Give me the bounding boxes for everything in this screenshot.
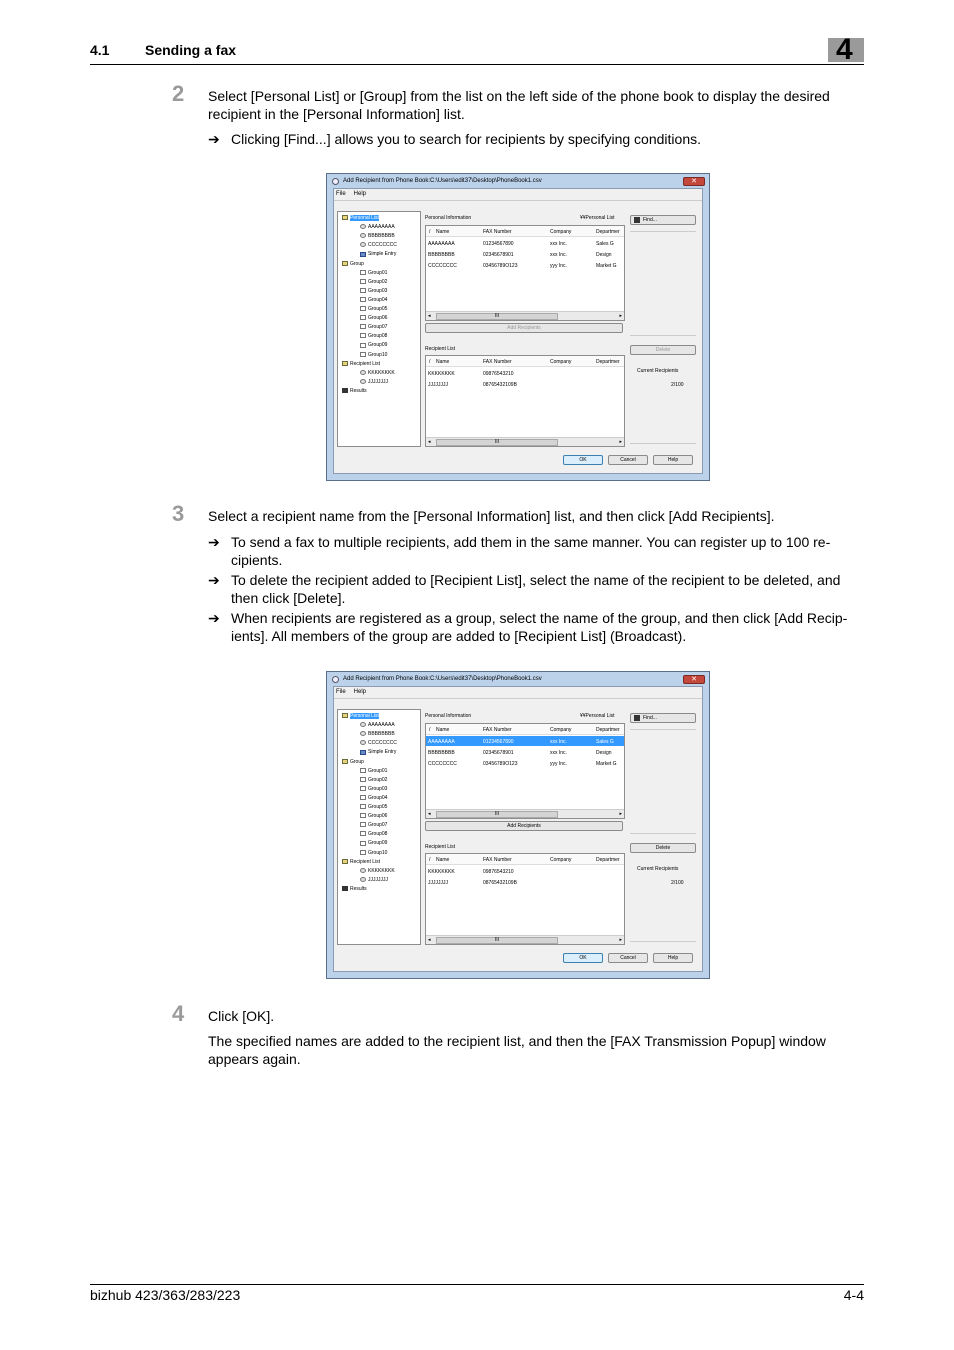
find-button[interactable] — [630, 713, 696, 723]
footer-product: bizhub 423/363/283/223 — [90, 1287, 241, 1303]
find-button[interactable] — [630, 215, 696, 225]
results-icon — [342, 886, 348, 891]
tree-item[interactable] — [360, 786, 387, 792]
group-icon — [360, 324, 366, 329]
tree-item[interactable] — [342, 261, 364, 267]
table-cell: 08765432109B — [483, 382, 517, 388]
tree-item-label: Group09 — [368, 840, 388, 847]
table-row[interactable] — [426, 877, 624, 887]
horizontal-scrollbar[interactable] — [426, 809, 624, 818]
group-icon — [360, 795, 366, 800]
tree-item-label: KKKKKKKK — [368, 369, 395, 376]
group-icon — [360, 343, 366, 348]
tree-item-label: AAAAAAAA — [368, 722, 395, 729]
list-header — [426, 854, 624, 865]
tree-item-label: Group07 — [368, 822, 388, 829]
column-header[interactable]: Departmer — [596, 359, 620, 365]
tree-item[interactable] — [360, 379, 388, 385]
personal-list-path: ¥¥Personal List — [580, 713, 615, 719]
tree-item-label: Simple Entry — [368, 251, 397, 258]
horizontal-scrollbar[interactable] — [426, 311, 624, 320]
list-header — [426, 226, 624, 237]
folder-icon — [342, 261, 348, 266]
tree-item[interactable] — [360, 370, 395, 376]
tree-item-label: Group02 — [368, 776, 388, 783]
tree-item-label: Group09 — [368, 342, 388, 349]
scroll-left-icon[interactable]: ◂ — [428, 811, 431, 817]
dialog-title: Add Recipient from Phone Book:C:\Users\edit37\Desktop\PhoneBook1.csv — [343, 676, 542, 682]
table-cell: yyy Inc. — [550, 761, 567, 767]
column-header[interactable]: Name — [436, 229, 450, 235]
tree-item[interactable] — [360, 822, 387, 828]
tree-item-label: Group05 — [368, 804, 388, 810]
tree-item-label: JJJJJJJJ — [368, 876, 388, 883]
help-button[interactable]: Help — [653, 953, 693, 963]
step-text: Select a recipient name from the [Personal Information] list, and then click [Add Recipients]. — [208, 508, 775, 524]
tree-item[interactable] — [342, 215, 379, 221]
find-icon — [634, 715, 640, 721]
results-icon — [342, 388, 348, 393]
step-bullet: When recipients are registered as a group, select the name of the group, and then click [Add Recip-ients]. All members of the group are added to [Recipient List] (Broadcast). — [231, 610, 848, 644]
separator — [630, 833, 696, 834]
recipient-list[interactable] — [425, 853, 625, 945]
section-title: Sending a fax — [145, 42, 237, 58]
arrow-icon: ➔ — [208, 534, 220, 550]
tree-item-label: Group02 — [368, 278, 388, 285]
group-icon — [360, 768, 366, 773]
folder-icon — [342, 759, 348, 764]
menu-file[interactable]: File — [336, 191, 346, 197]
menu-file[interactable]: File — [336, 689, 346, 695]
dialog-title: Add Recipient from Phone Book:C:\Users\edit37\Desktop\PhoneBook1.csv — [343, 178, 542, 184]
dialog-body — [333, 686, 703, 972]
column-header[interactable]: Name — [436, 727, 450, 733]
person-icon — [360, 722, 366, 727]
column-header[interactable]: Company — [550, 727, 572, 733]
tree-item[interactable] — [360, 722, 395, 728]
current-recipients-count: 2/100 — [671, 880, 684, 886]
cancel-button[interactable]: Cancel — [608, 953, 648, 963]
tree-item[interactable] — [342, 713, 379, 719]
tree-item-label: Group01 — [368, 269, 388, 276]
footer-page-number: 4-4 — [843, 1287, 864, 1303]
tree-item-label: Group06 — [368, 813, 388, 820]
tree-item[interactable] — [360, 251, 396, 257]
personal-info-label: Personal Information — [425, 215, 472, 221]
folder-icon — [342, 713, 348, 718]
table-cell: KKKKKKKK — [428, 869, 455, 875]
delete-button[interactable]: Delete — [630, 345, 696, 355]
tree-item[interactable] — [360, 868, 395, 874]
sort-icon: / — [429, 857, 431, 863]
title-bar[interactable] — [329, 674, 707, 686]
footer-rule — [90, 1284, 864, 1285]
tree-item-label: Personal List — [350, 215, 379, 221]
person-icon — [360, 379, 366, 384]
personal-info-list[interactable] — [425, 723, 625, 819]
app-icon — [332, 178, 339, 185]
table-cell: xxx Inc. — [550, 750, 567, 756]
column-header[interactable]: FAX Number — [483, 857, 512, 863]
tree-item[interactable] — [360, 352, 387, 358]
table-cell: 09876543210 — [483, 371, 514, 377]
tree-item-label: Group10 — [368, 849, 388, 856]
step-note: The specified names are added to the recipient list, and then the [FAX Transmission Popup] window appears again. — [208, 1033, 826, 1067]
tree-item[interactable] — [360, 224, 395, 230]
app-icon — [332, 676, 339, 683]
help-button[interactable]: Help — [653, 455, 693, 465]
table-cell: 01234567890 — [483, 241, 514, 247]
table-row[interactable] — [426, 238, 624, 248]
step-text: Select [Personal List] or [Group] from the list on the left side of the phone book to display the desired recipient in the [Personal Information] list. — [208, 88, 830, 122]
tree-item-label: Results — [350, 885, 367, 892]
tree-item-label: Group05 — [368, 306, 388, 312]
entry-icon — [360, 252, 366, 257]
current-recipients-count: 2/100 — [671, 382, 684, 388]
personal-info-label: Personal Information — [425, 713, 472, 719]
list-header — [426, 356, 624, 367]
scroll-thumb[interactable]: III — [436, 937, 558, 944]
table-cell: Design — [596, 750, 612, 756]
column-header[interactable]: Name — [436, 857, 450, 863]
table-cell: 01234567890 — [483, 739, 514, 745]
tree-item[interactable] — [342, 859, 380, 865]
person-icon — [360, 868, 366, 873]
sort-icon: / — [429, 727, 431, 733]
menu-bar — [336, 191, 374, 197]
tree-item-label: BBBBBBBB — [368, 233, 395, 240]
group-icon — [360, 831, 366, 836]
tree-item[interactable] — [360, 813, 387, 819]
tree-item[interactable] — [342, 361, 380, 367]
tree-item-label: JJJJJJJJ — [368, 378, 388, 385]
tree-item[interactable] — [360, 850, 387, 856]
separator — [630, 335, 696, 336]
tree-item-label: Recipient List — [350, 360, 381, 367]
tree-item[interactable] — [360, 324, 387, 330]
tree-item[interactable] — [360, 777, 387, 783]
list-header — [426, 724, 624, 735]
table-cell: Sales G — [596, 739, 614, 745]
table-cell: 09876543210 — [483, 869, 514, 875]
tree-item[interactable] — [360, 840, 387, 846]
tree-item-label: Group03 — [368, 287, 388, 294]
scroll-right-icon[interactable]: ▸ — [619, 937, 622, 943]
group-icon — [360, 850, 366, 855]
table-cell: AAAAAAAA — [428, 241, 455, 247]
person-icon — [360, 233, 366, 238]
column-header[interactable]: Departmer — [596, 857, 620, 863]
tree-item[interactable] — [360, 333, 387, 339]
column-header[interactable]: FAX Number — [483, 229, 512, 235]
person-icon — [360, 242, 366, 247]
tree-item-label: Group03 — [368, 785, 388, 792]
table-cell: xxx Inc. — [550, 739, 567, 745]
recipient-list[interactable] — [425, 355, 625, 447]
table-cell: xxx Inc. — [550, 252, 567, 258]
horizontal-scrollbar[interactable] — [426, 437, 624, 446]
tree-item[interactable] — [360, 831, 387, 837]
phone-book-tree[interactable] — [337, 709, 421, 945]
separator — [630, 941, 696, 942]
table-cell: AAAAAAAA — [428, 739, 455, 745]
tree-item-label: Group08 — [368, 333, 388, 340]
table-cell: BBBBBBBB — [428, 750, 455, 756]
personal-info-list[interactable] — [425, 225, 625, 321]
table-cell: 03456789O123 — [483, 263, 518, 269]
current-recipients-label: Current Recipients — [637, 368, 679, 374]
column-header[interactable]: Company — [550, 857, 572, 863]
separator — [630, 231, 696, 232]
table-cell: CCCCCCCC — [428, 263, 457, 269]
table-row[interactable] — [426, 368, 624, 378]
scroll-right-icon[interactable]: ▸ — [619, 313, 622, 319]
tree-item[interactable] — [360, 297, 387, 303]
menu-divider — [334, 698, 702, 699]
menu-bar — [336, 689, 374, 695]
folder-icon — [342, 215, 348, 220]
menu-divider — [334, 200, 702, 201]
tree-item-label: Group07 — [368, 324, 388, 331]
table-cell: 03456789O123 — [483, 761, 518, 767]
table-cell: Design — [596, 252, 612, 258]
table-cell: Market G — [596, 263, 617, 269]
step-text: Click [OK]. — [208, 1008, 275, 1024]
folder-icon — [342, 361, 348, 366]
person-icon — [360, 731, 366, 736]
close-icon[interactable]: ✕ — [683, 675, 705, 684]
sort-icon: / — [429, 229, 431, 235]
group-icon — [360, 297, 366, 302]
group-icon — [360, 279, 366, 284]
table-row[interactable] — [426, 260, 624, 270]
scroll-thumb[interactable]: III — [436, 811, 558, 818]
scroll-thumb[interactable]: III — [436, 313, 558, 320]
scroll-left-icon[interactable]: ◂ — [428, 937, 431, 943]
add-recipients-button[interactable]: Add Recipients — [425, 821, 623, 831]
column-header[interactable]: Company — [550, 359, 572, 365]
phone-book-tree[interactable] — [337, 211, 421, 447]
person-icon — [360, 877, 366, 882]
step-number: 3 — [172, 501, 185, 526]
column-header[interactable]: Company — [550, 229, 572, 235]
scroll-right-icon[interactable]: ▸ — [619, 439, 622, 445]
tree-item-label: Group01 — [368, 767, 388, 774]
person-icon — [360, 224, 366, 229]
tree-item-label: Simple Entry — [368, 749, 397, 756]
tree-item[interactable] — [360, 795, 387, 801]
table-cell: JJJJJJJJ — [428, 880, 448, 886]
column-header[interactable]: Name — [436, 359, 450, 365]
table-cell: CCCCCCCC — [428, 761, 457, 767]
column-header[interactable]: FAX Number — [483, 359, 512, 365]
group-icon — [360, 352, 366, 357]
group-icon — [360, 786, 366, 791]
tree-item-label: CCCCCCCC — [368, 740, 397, 747]
find-label: Find... — [643, 217, 657, 223]
column-header[interactable]: FAX Number — [483, 727, 512, 733]
scroll-right-icon[interactable]: ▸ — [619, 811, 622, 817]
column-header[interactable]: Departmer — [596, 229, 620, 235]
ok-button[interactable]: OK — [563, 953, 603, 963]
tree-item-label: Results — [350, 387, 367, 394]
step-number: 2 — [172, 81, 185, 106]
step-bullet: To send a fax to multiple recipients, add them in the same manner. You can register up to 100 re-cipients. — [231, 534, 831, 568]
group-icon — [360, 306, 366, 311]
table-cell: Market G — [596, 761, 617, 767]
table-row[interactable] — [426, 758, 624, 768]
arrow-icon: ➔ — [208, 572, 220, 588]
tree-item[interactable] — [360, 306, 387, 312]
arrow-icon: ➔ — [208, 131, 220, 147]
tree-item-label: KKKKKKKK — [368, 867, 395, 874]
table-cell: Sales G — [596, 241, 614, 247]
table-row[interactable] — [426, 747, 624, 757]
chapter-number: 4 — [836, 33, 853, 66]
group-icon — [360, 288, 366, 293]
tree-item[interactable] — [360, 315, 387, 321]
find-icon — [634, 217, 640, 223]
separator — [630, 443, 696, 444]
tree-item[interactable] — [360, 740, 397, 746]
ok-button[interactable]: OK — [563, 455, 603, 465]
phone-book-dialog — [326, 173, 710, 481]
group-icon — [360, 333, 366, 338]
column-header[interactable]: Departmer — [596, 727, 620, 733]
tree-item-label: Group06 — [368, 315, 388, 322]
add-recipients-button[interactable]: Add Recipients — [425, 323, 623, 333]
tree-item[interactable] — [360, 242, 397, 248]
group-icon — [360, 777, 366, 782]
table-row[interactable] — [426, 866, 624, 876]
delete-button[interactable]: Delete — [630, 843, 696, 853]
table-row[interactable] — [426, 379, 624, 389]
tree-item-label: Group04 — [368, 296, 388, 303]
header-rule — [90, 64, 864, 65]
tree-item-label: Group08 — [368, 831, 388, 838]
step-number: 4 — [172, 1001, 185, 1026]
tree-item[interactable] — [360, 877, 388, 883]
tree-item-label: AAAAAAAA — [368, 224, 395, 231]
menu-help[interactable]: Help — [353, 191, 367, 197]
tree-item-label: Recipient List — [350, 858, 381, 865]
arrow-icon: ➔ — [208, 610, 220, 626]
menu-help[interactable]: Help — [353, 689, 367, 695]
tree-item-label: BBBBBBBB — [368, 731, 395, 738]
folder-icon — [342, 859, 348, 864]
tree-item-label: Group04 — [368, 794, 388, 801]
tree-item-label: Group — [350, 260, 364, 267]
group-icon — [360, 270, 366, 275]
current-recipients-label: Current Recipients — [637, 866, 679, 872]
table-cell: xxx Inc. — [550, 241, 567, 247]
personal-list-path: ¥¥Personal List — [580, 215, 615, 221]
table-cell: 02345678901 — [483, 252, 514, 258]
phone-book-dialog-selected — [326, 671, 710, 979]
dialog-body — [333, 188, 703, 474]
table-row[interactable] — [426, 736, 624, 746]
tree-item[interactable] — [360, 288, 387, 294]
tree-item[interactable] — [342, 886, 367, 892]
table-row[interactable] — [426, 249, 624, 259]
recipient-list-label: Recipient List — [425, 346, 456, 352]
tree-item-label: Group10 — [368, 351, 388, 358]
scroll-thumb[interactable]: III — [436, 439, 558, 446]
title-bar[interactable] — [329, 176, 707, 188]
tree-item[interactable] — [360, 233, 395, 239]
close-icon[interactable]: ✕ — [683, 177, 705, 186]
section-number: 4.1 — [90, 42, 110, 58]
group-icon — [360, 804, 366, 809]
tree-item[interactable] — [360, 749, 396, 755]
group-icon — [360, 315, 366, 320]
recipient-list-label: Recipient List — [425, 844, 456, 850]
tree-item[interactable] — [360, 768, 387, 774]
entry-icon — [360, 750, 366, 755]
scroll-left-icon[interactable]: ◂ — [428, 439, 431, 445]
person-icon — [360, 740, 366, 745]
find-label: Find... — [643, 715, 657, 721]
step-bullet: Clicking [Find...] allows you to search for recipients by specifying conditions. — [231, 131, 701, 147]
horizontal-scrollbar[interactable] — [426, 935, 624, 944]
tree-item-label: CCCCCCCC — [368, 242, 397, 249]
group-icon — [360, 813, 366, 818]
tree-item[interactable] — [342, 388, 367, 394]
sort-icon: / — [429, 359, 431, 365]
table-cell: 08765432109B — [483, 880, 517, 886]
tree-item[interactable] — [360, 342, 387, 348]
tree-item-label: Group — [350, 758, 364, 765]
table-cell: BBBBBBBB — [428, 252, 455, 258]
tree-item-label: Personal List — [350, 713, 379, 719]
step-bullet: To delete the recipient added to [Recipient List], select the name of the recipient to be deleted, and then click [Delete]. — [231, 572, 841, 606]
scroll-left-icon[interactable]: ◂ — [428, 313, 431, 319]
tree-item[interactable] — [360, 731, 395, 737]
cancel-button[interactable]: Cancel — [608, 455, 648, 465]
tree-item[interactable] — [360, 279, 387, 285]
group-icon — [360, 841, 366, 846]
person-icon — [360, 370, 366, 375]
table-cell: 02345678901 — [483, 750, 514, 756]
tree-item[interactable] — [360, 804, 387, 810]
group-icon — [360, 822, 366, 827]
table-cell: JJJJJJJJ — [428, 382, 448, 388]
tree-item[interactable] — [342, 759, 364, 765]
table-cell: yyy Inc. — [550, 263, 567, 269]
tree-item[interactable] — [360, 270, 387, 276]
table-cell: KKKKKKKK — [428, 371, 455, 377]
separator — [630, 729, 696, 730]
